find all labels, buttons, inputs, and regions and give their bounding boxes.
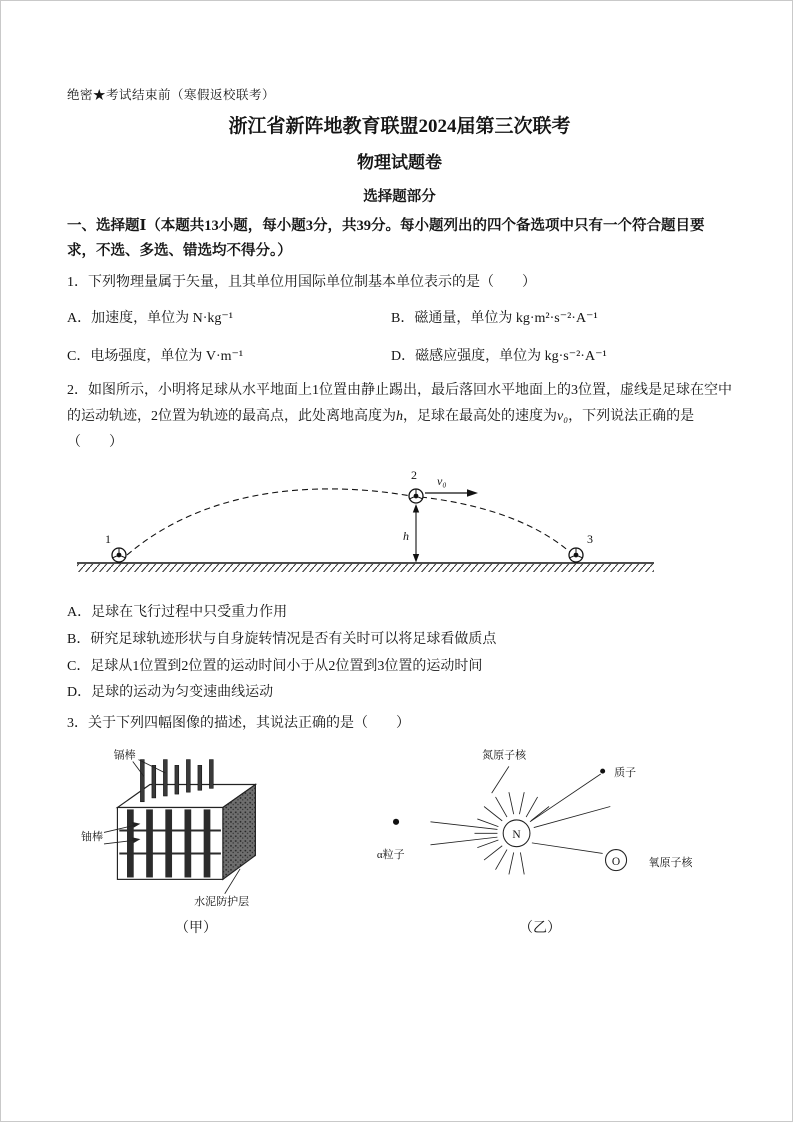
soccer-ball-position2 (409, 489, 423, 503)
ground-line (77, 563, 654, 572)
section1-instructions: 一、选择题Ⅰ（本题共13小题，每小题3分，共39分。每小题列出的四个备选项中只有一个符合题目要求，不选、多选、错选均不得分。） (67, 218, 705, 259)
q2-option-c: C．足球从1位置到2位置的运动时间小于从2位置到3位置的运动时间 (67, 658, 483, 674)
figure-jia-caption: （甲） (175, 920, 217, 936)
oxygen-symbol: O (611, 855, 621, 868)
q1-option-b: B．磁通量，单位为 kg·m²·s⁻²·A⁻¹ (391, 310, 598, 326)
q2-answer-brackets: （ ） (67, 434, 123, 450)
cadmium-rod-label: 镉棒 (113, 749, 136, 762)
position3-label: 3 (587, 532, 593, 547)
nitrogen-nucleus-label: 氮原子核 (482, 749, 527, 762)
paper-subtitle: 物理试题卷 (357, 153, 442, 172)
q2-stem-part2: ，足球在最高处的速度为 (403, 408, 557, 424)
q3-figure-jia (81, 748, 311, 937)
q1-option-c: C．电场强度，单位为 V·m⁻¹ (67, 348, 244, 364)
reactor-figure (81, 748, 311, 913)
q1-stem: 1．下列物理量属于矢量，且其单位用国际单位制基本单位表示的是（ ） (67, 274, 536, 290)
q1-option-d: D．磁感应强度，单位为 kg·s⁻²·A⁻¹ (391, 348, 607, 364)
q2-figure-wrap (69, 463, 732, 600)
q2-stem-part3: ，下列说法正确的是 (568, 408, 695, 424)
soccer-ball-position3 (569, 548, 583, 562)
h-label: h (403, 529, 409, 544)
rutherford-figure (375, 745, 705, 913)
height-h-arrow (413, 504, 419, 563)
q2-option-a: A．足球在飞行过程中只受重力作用 (67, 605, 288, 621)
q2-stem (67, 378, 732, 456)
q3-figure-yi (375, 745, 705, 937)
q1-options (67, 298, 732, 374)
exam-title: 浙江省新阵地教育联盟2024届第三次联考 (228, 116, 571, 137)
q3-figures (81, 745, 732, 937)
q1-option-a: A．加速度，单位为 N·kg⁻¹ (67, 310, 233, 326)
trajectory-path (127, 489, 571, 555)
q2-option-d: D．足球的运动为匀变速曲线运动 (67, 685, 274, 701)
q2-option-b: B．研究足球轨迹形状与自身旋转情况是否有关时可以将足球看做质点 (67, 632, 497, 648)
part-title: 选择题部分 (363, 189, 436, 205)
position1-label: 1 (105, 532, 111, 547)
alpha-particle-dot (393, 818, 399, 824)
q2-trajectory-figure (69, 463, 689, 595)
q2-stem-part1: 2．如图所示，小明将足球从水平地面上1位置由静止踢出，最后落回水平地面上的3位置，虚线是足球在空中的运动轨迹，2位置为轨迹的最高点，此处离地高度为 (67, 382, 732, 424)
v0-label: v₀ (437, 474, 447, 489)
q3-stem: 3．关于下列四幅图像的描述，其说法正确的是（ ） (67, 715, 410, 731)
q2-options (67, 600, 732, 706)
q2-var-v0: v₀ (557, 408, 569, 424)
nitrogen-symbol: N (512, 828, 521, 841)
soccer-ball-position1 (112, 548, 126, 562)
figure-yi-caption: （乙） (519, 920, 561, 936)
alpha-particle-label: α粒子 (376, 848, 405, 861)
proton-dot (600, 768, 605, 773)
uranium-rod-label: 铀棒 (81, 830, 104, 843)
q2-var-h: h (396, 408, 403, 424)
position2-label: 2 (411, 468, 417, 483)
cement-shield-label: 水泥防护层 (194, 895, 250, 908)
v0-velocity-arrow (425, 490, 478, 498)
proton-label: 质子 (614, 766, 637, 779)
oxygen-nucleus-label: 氧原子核 (648, 856, 693, 869)
secrecy-note: 绝密★考试结束前（寒假返校联考） (67, 88, 276, 102)
